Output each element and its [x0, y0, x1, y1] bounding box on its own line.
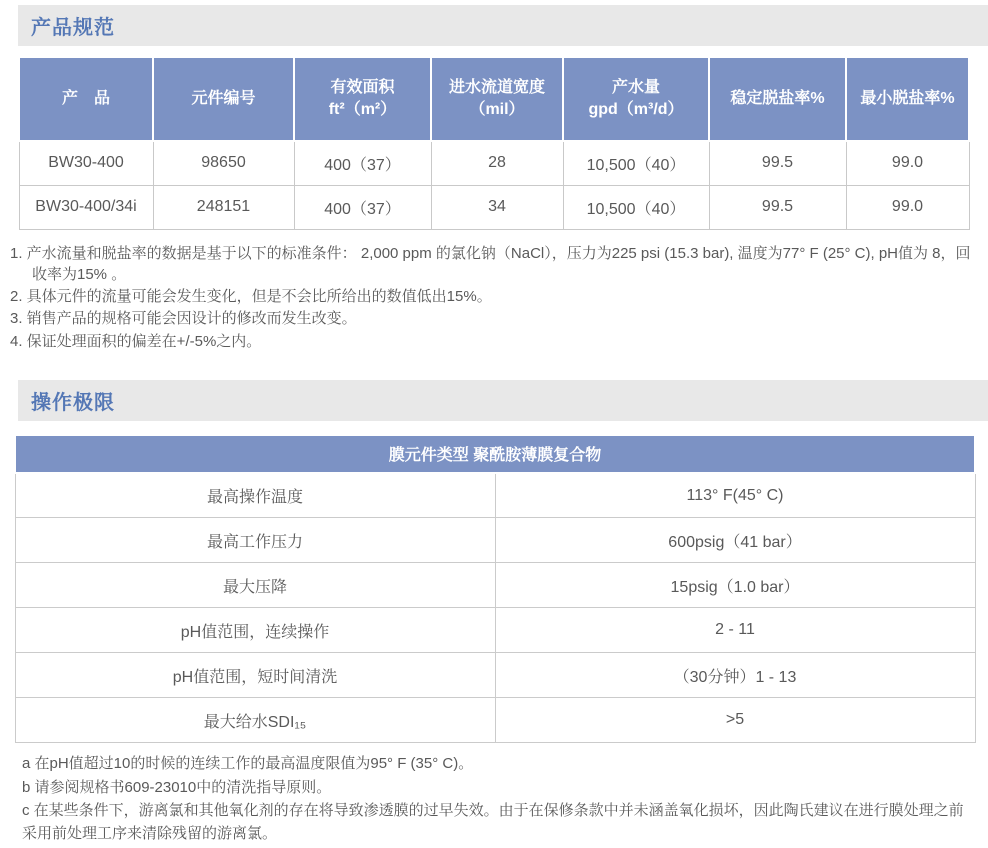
footnote-b: b 请参阅规格书609-23010中的清洗指导原则。 [22, 778, 332, 796]
membrane-type-header: 膜元件类型 聚酰胺薄膜复合物 [15, 435, 975, 473]
col-header-permeate-flow: 产水量 gpd（m³/d） [563, 57, 709, 141]
col-header-minimum-rejection: 最小脱盐率% [846, 57, 969, 141]
cell-permeate-flow: 10,500（40） [563, 185, 709, 229]
operating-limits-table-body [15, 473, 975, 743]
cell-part-number: 98650 [153, 141, 294, 185]
cell-part-number: 248151 [153, 185, 294, 229]
table-row [19, 185, 969, 229]
cell-stabilized-rejection: 99.5 [709, 185, 846, 229]
cell-active-area: 400（37） [294, 185, 431, 229]
cell-product-name: BW30-400/34i [19, 185, 153, 229]
cell-active-area: 400（37） [294, 141, 431, 185]
col-header-feed-spacer: 进水流道宽度 （mil） [431, 57, 563, 141]
product-spec-table-body [19, 141, 969, 229]
col-header-part-number: 元件编号 [153, 57, 294, 141]
limit-value-max-pressure-drop: 15psig（1.0 bar） [495, 563, 975, 608]
limit-label-ph-continuous: pH值范围，连续操作 [15, 608, 495, 653]
cell-stabilized-rejection: 99.5 [709, 141, 846, 185]
cell-minimum-rejection: 99.0 [846, 185, 969, 229]
product-spec-table-head [19, 57, 969, 141]
limit-value-ph-continuous: 2 - 11 [495, 608, 975, 653]
note-item-3: 3. 销售产品的规格可能会因设计的修改而发生改变。 [10, 310, 357, 328]
limit-value-ph-short-term-cleaning: （30分钟）1 - 13 [495, 653, 975, 698]
product-spec-table [18, 56, 970, 230]
cell-product-name: BW30-400 [19, 141, 153, 185]
col-header-active-area: 有效面积 ft²（m²） [294, 57, 431, 141]
note-item-4: 4. 保证处理面积的偏差在+/-5%之内。 [10, 332, 262, 350]
table-row [15, 563, 975, 608]
spec-notes-list [10, 243, 982, 352]
limit-label-max-operating-pressure: 最高工作压力 [15, 518, 495, 563]
header-row [19, 57, 969, 141]
limit-label-max-pressure-drop: 最大压降 [15, 563, 495, 608]
note-item-1: 1. 产水流量和脱盐率的数据是基于以下的标准条件： 2,000 ppm 的氯化钠（NaCl），压力为225 psi (15.3 bar), 温度为77° F (25° C), pH值为 8，回收率为15% 。 [10, 244, 971, 283]
table-row [15, 608, 975, 653]
limit-label-ph-short-term-cleaning: pH值范围，短时间清洗 [15, 653, 495, 698]
table-row [15, 518, 975, 563]
note-item-2: 2. 具体元件的流量可能会发生变化，但是不会比所给出的数值低出15%。 [10, 288, 492, 306]
limit-value-max-feed-sdi: >5 [495, 698, 975, 743]
limits-footnotes-list [22, 753, 974, 845]
header-row [15, 435, 975, 473]
cell-feed-spacer: 28 [431, 141, 563, 185]
col-header-product: 产 品 [19, 57, 153, 141]
cell-permeate-flow: 10,500（40） [563, 141, 709, 185]
limit-label-max-feed-sdi: 最大给水SDI₁₅ [15, 698, 495, 743]
table-row [15, 698, 975, 743]
cell-feed-spacer: 34 [431, 185, 563, 229]
section-title-operating-limits: 操作极限 [31, 391, 115, 414]
table-row [19, 141, 969, 185]
section-title-product-specs: 产品规范 [31, 17, 115, 39]
limit-label-max-operating-temperature: 最高操作温度 [15, 473, 495, 518]
section-header-operating-limits [18, 380, 988, 421]
limit-value-max-operating-pressure: 600psig（41 bar） [495, 518, 975, 563]
footnote-c: c 在某些条件下，游离氯和其他氧化剂的存在将导致渗透膜的过早失效。由于在保修条款中并未涵盖氧化损坏，因此陶氏建议在进行膜处理之前采用前处理工序来清除残留的游离氯。 [22, 802, 964, 842]
operating-limits-table [14, 434, 976, 744]
limit-value-max-operating-temperature: 113° F(45° C) [495, 473, 975, 518]
section-header-product-specs [18, 5, 988, 46]
operating-limits-table-head [15, 435, 975, 473]
table-row [15, 473, 975, 518]
footnote-a: a 在pH值超过10的时候的连续工作的最高温度限值为95° F (35° C)。 [22, 755, 474, 773]
cell-minimum-rejection: 99.0 [846, 141, 969, 185]
col-header-stabilized-rejection: 稳定脱盐率% [709, 57, 846, 141]
table-row [15, 653, 975, 698]
